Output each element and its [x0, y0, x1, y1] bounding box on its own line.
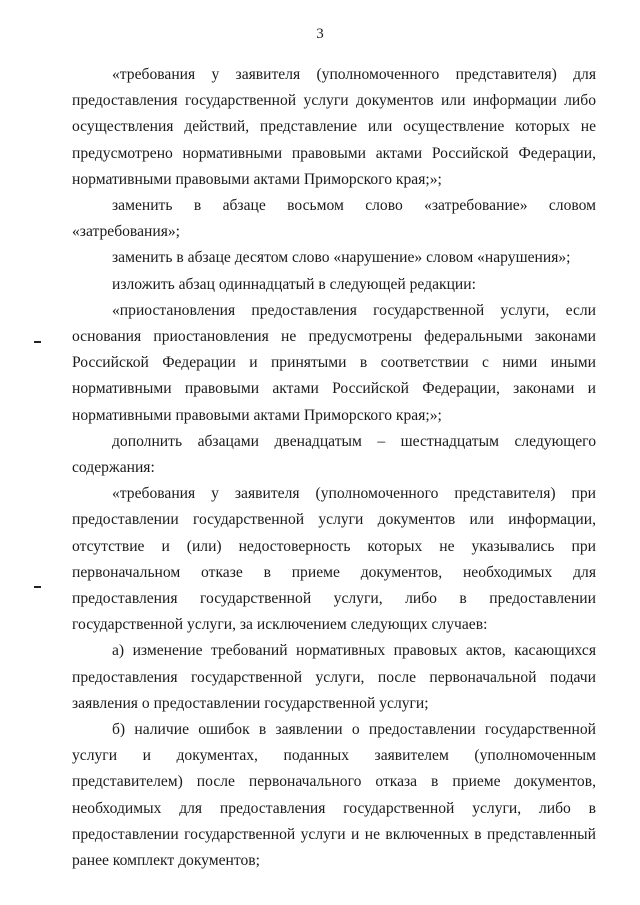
- paragraph: а) изменение требований нормативных правовых актов, касающихся предоставления государственной услуги, после первоначальной подачи заявления о предоставлении государственной услуги;: [72, 642, 596, 712]
- paragraph: «приостановления предоставления государственной услуги, если основания приостановления не предусмотрены федеральными законами Российской Федерации и принятыми в соответствии с ними иными нормативными правовыми актами Российской Федерации, законами и нормативными правовыми актами Приморского края;»;: [72, 301, 596, 424]
- page-number: 3: [316, 26, 324, 42]
- document-body: [72, 62, 596, 874]
- paragraph: заменить в абзаце десятом слово «нарушение» словом «нарушения»;: [112, 249, 571, 267]
- paragraph: б) наличие ошибок в заявлении о предоставлении государственной услуги и документах, поданных заявителем (уполномоченным представителем) после первоначального отказа в приеме документов, необходимых для предоставления государственной услуги, либо в предоставлении государственной услуги и не включенных в представленный ранее комплект документов;: [72, 721, 596, 870]
- paragraph: дополнить абзацами двенадцатым – шестнадцатым следующего содержания:: [72, 432, 596, 477]
- paragraph: заменить в абзаце восьмом слово «затребование» словом «затребования»;: [72, 197, 596, 241]
- paragraph: изложить абзац одиннадцатый в следующей редакции:: [112, 275, 476, 293]
- paragraph: «требования у заявителя (уполномоченного представителя) для предоставления государственной услуги документов или информации либо осуществления действий, представление или осуществление которых не предусмотрено нормативными правовыми актами Российской Федерации, нормативными правовыми актами Приморского края;»;: [72, 66, 596, 188]
- margin-mark: [34, 341, 41, 343]
- paragraph: «требования у заявителя (уполномоченного представителя) при предоставлении государственной услуги документов или информации, отсутствие и (или) недостоверность которых не указывались при первоначальном отказе в приеме документов, необходимых для предоставления государственной услуги, либо в предоставлении государственной услуги, за исключением следующих случаев:: [72, 485, 596, 634]
- margin-mark: [34, 586, 41, 588]
